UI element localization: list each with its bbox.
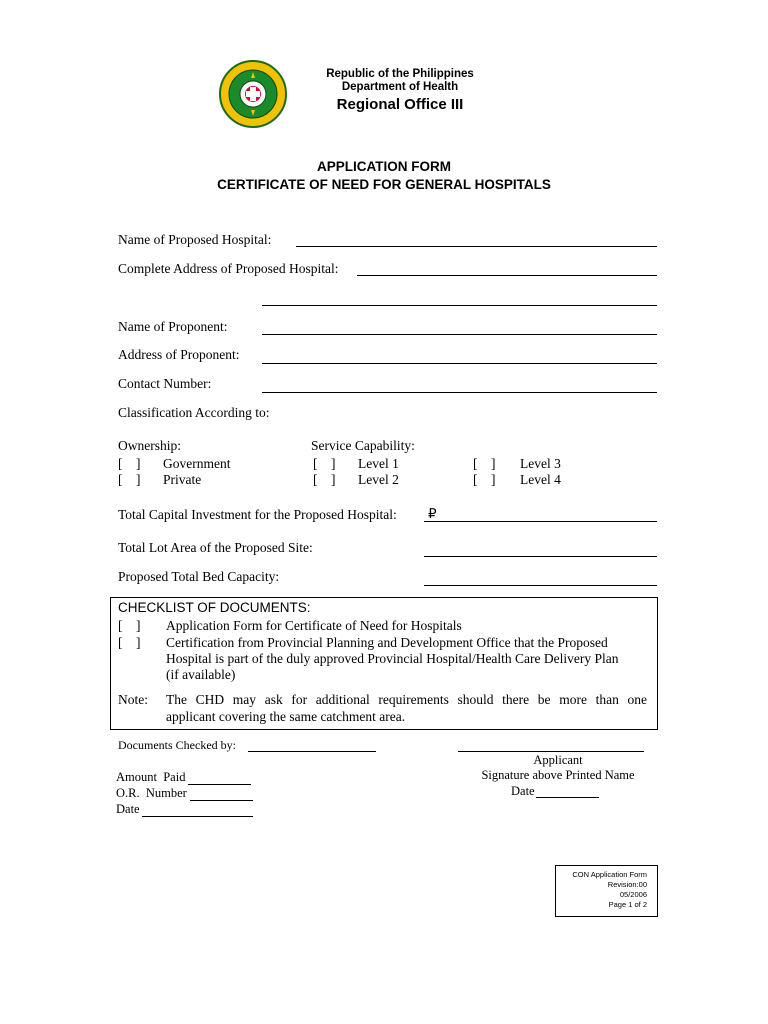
revision-line4: Page 1 of 2	[608, 900, 647, 909]
bed-capacity-label: Proposed Total Bed Capacity:	[118, 569, 280, 584]
form-title: APPLICATION FORM	[317, 159, 451, 174]
service-heading: Service Capability:	[311, 438, 415, 453]
proponent-name-field[interactable]	[262, 334, 657, 335]
revision-line1: CON Application Form	[572, 870, 647, 879]
checklist-item2-line1: Certification from Provincial Planning and Development Office that the Proposed	[166, 635, 608, 650]
ownership-government-checkbox[interactable]: [ ]	[118, 456, 141, 471]
applicant-date-label: Date	[511, 784, 535, 798]
or-number-field[interactable]	[190, 800, 253, 801]
header-department: Department of Health	[341, 81, 459, 93]
service-level3-label: Level 3	[520, 456, 561, 471]
ownership-government-label: Government	[163, 456, 231, 471]
service-level2-checkbox[interactable]: [ ]	[313, 472, 336, 487]
service-level1-checkbox[interactable]: [ ]	[313, 456, 336, 471]
note-line1: The CHD may ask for additional requirements should there be more than one	[166, 692, 647, 707]
peso-sign: ₽	[428, 506, 437, 521]
hospital-name-field[interactable]	[296, 246, 657, 247]
signature-label: Signature above Printed Name	[481, 768, 635, 782]
proponent-address-field[interactable]	[262, 363, 657, 364]
applicant-label: Applicant	[533, 753, 583, 767]
hospital-address-field[interactable]	[357, 275, 657, 276]
investment-field[interactable]	[424, 521, 657, 522]
or-number-label: O.R. Number	[116, 786, 187, 800]
contact-number-field[interactable]	[262, 392, 657, 393]
checklist-item2-checkbox[interactable]: [ ]	[118, 635, 141, 650]
header-regional-office: Regional Office III	[336, 96, 464, 113]
hospital-name-label: Name of Proposed Hospital:	[118, 232, 272, 247]
amount-paid-label: Amount Paid	[116, 770, 186, 784]
documents-checked-label: Documents Checked by:	[118, 738, 236, 752]
service-level1-label: Level 1	[358, 456, 399, 471]
form-subtitle: CERTIFICATE OF NEED FOR GENERAL HOSPITALS	[217, 177, 551, 192]
revision-line3: 05/2006	[619, 890, 647, 899]
applicant-date-field[interactable]	[536, 797, 599, 798]
header-republic: Republic of the Philippines	[326, 68, 474, 80]
service-level4-label: Level 4	[520, 472, 561, 487]
doh-seal-logo	[219, 60, 287, 128]
checklist-heading: CHECKLIST OF DOCUMENTS:	[118, 600, 311, 615]
investment-label: Total Capital Investment for the Proposed Hospital:	[118, 507, 397, 522]
or-date-field[interactable]	[142, 816, 253, 817]
service-level4-checkbox[interactable]: [ ]	[473, 472, 496, 487]
proponent-address-label: Address of Proponent:	[118, 347, 240, 362]
applicant-signature-field[interactable]	[458, 751, 644, 752]
bed-capacity-field[interactable]	[424, 585, 657, 586]
checklist-item1-checkbox[interactable]: [ ]	[118, 618, 141, 633]
note-label: Note:	[118, 692, 148, 707]
checklist-item2-line3: (if available)	[166, 667, 236, 682]
or-date-label: Date	[116, 802, 140, 816]
amount-paid-field[interactable]	[188, 784, 251, 785]
revision-line2: Revision:00	[607, 880, 647, 889]
hospital-address-label: Complete Address of Proposed Hospital:	[118, 261, 339, 276]
contact-number-label: Contact Number:	[118, 376, 212, 391]
note-line2: applicant covering the same catchment area.	[166, 709, 406, 724]
ownership-private-label: Private	[163, 472, 202, 487]
lot-area-label: Total Lot Area of the Proposed Site:	[118, 540, 313, 555]
service-level2-label: Level 2	[358, 472, 399, 487]
hospital-address-field-2[interactable]	[262, 305, 657, 306]
lot-area-field[interactable]	[424, 556, 657, 557]
ownership-private-checkbox[interactable]: [ ]	[118, 472, 141, 487]
proponent-name-label: Name of Proponent:	[118, 319, 228, 334]
documents-checked-field[interactable]	[248, 751, 376, 752]
classification-label: Classification According to:	[118, 405, 270, 420]
checklist-item1-label: Application Form for Certificate of Need for Hospitals	[166, 618, 462, 633]
service-level3-checkbox[interactable]: [ ]	[473, 456, 496, 471]
checklist-item2-line2: Hospital is part of the duly approved Provincial Hospital/Health Care Delivery Plan	[166, 651, 619, 666]
ownership-heading: Ownership:	[118, 438, 181, 453]
